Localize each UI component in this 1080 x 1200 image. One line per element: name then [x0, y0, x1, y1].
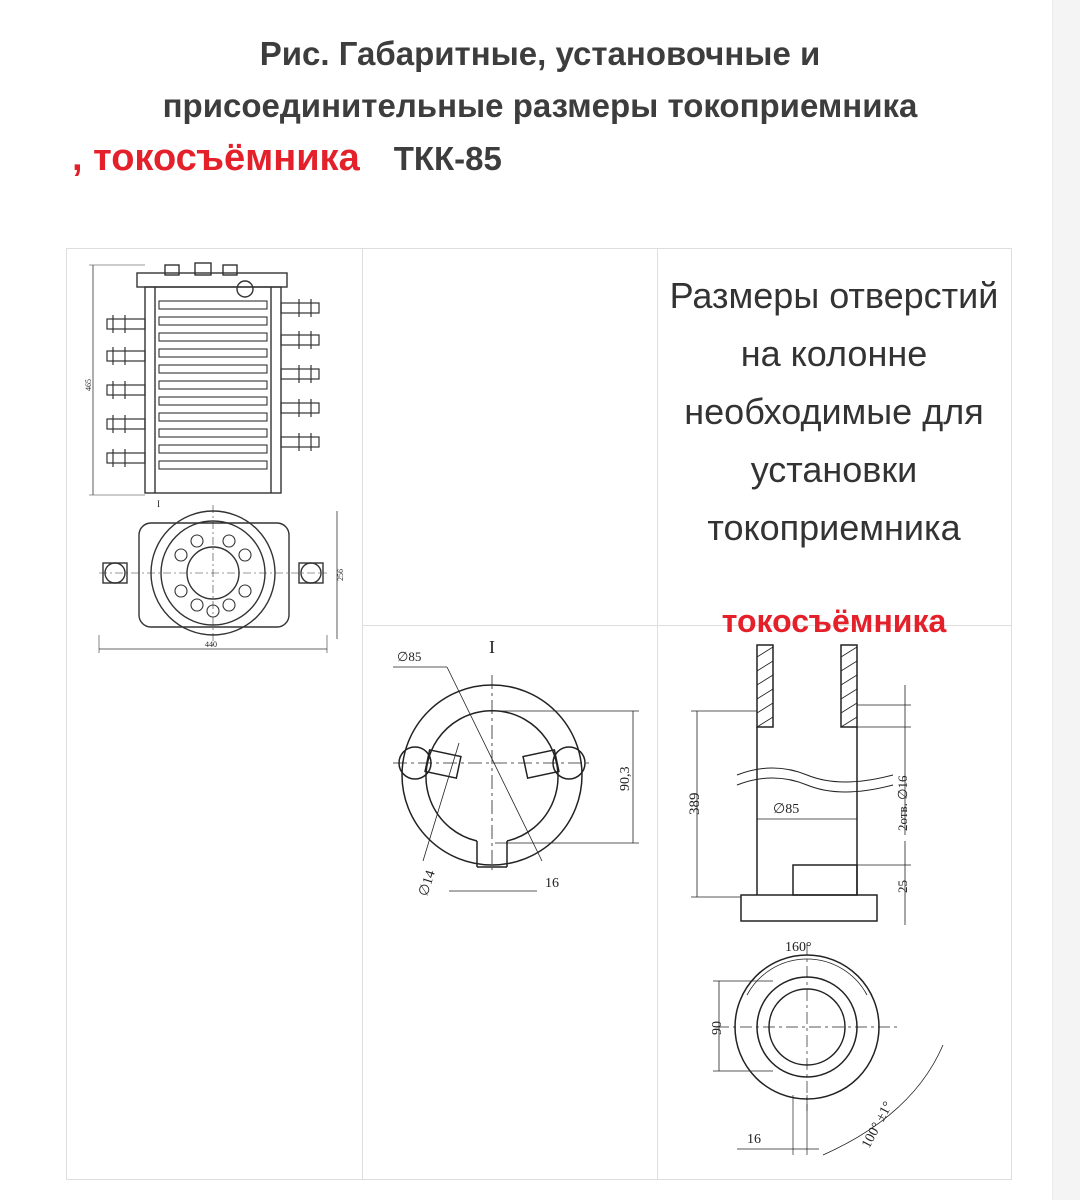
detail-height: 90,3: [618, 766, 633, 791]
column-height: 389: [687, 792, 703, 815]
caption-line-3: [0, 132, 1080, 185]
drawings-table: [66, 248, 1012, 1180]
plan-dim-90: 90: [710, 1021, 725, 1035]
holes-note: Размеры отверстий на колонне необходимые для установки токоприемника: [669, 275, 999, 548]
figure-caption: [0, 28, 1080, 185]
dim-height: 465: [84, 379, 93, 391]
dim-plan-width: 440: [205, 640, 217, 649]
detail-hole: ∅14: [416, 868, 439, 899]
brand-word: , токосъёмника: [72, 137, 360, 179]
detail-slot: 16: [545, 876, 559, 891]
column-drawing: [673, 635, 973, 1175]
detail-title: I: [489, 637, 495, 657]
column-base-offset: 25: [895, 880, 910, 893]
caption-line-2: присоединительные размеры токоприемника: [162, 87, 918, 124]
dim-plan-depth: 256: [336, 569, 345, 581]
view-mark: I: [157, 499, 160, 509]
collector-drawing: [85, 255, 355, 655]
angle-bottom: 100° ±1°: [859, 1099, 897, 1151]
model-name: ТКК-85: [393, 140, 502, 177]
column-divider-2: [657, 249, 658, 1179]
caption-line-1: Рис. Габаритные, установочные и: [259, 35, 821, 72]
column-holes: 2отв. ∅16: [895, 775, 910, 831]
detail-diameter: ∅85: [397, 649, 422, 664]
detail-I-drawing: [377, 635, 647, 925]
angle-top: 160°: [785, 940, 812, 955]
column-divider-1: [362, 249, 363, 1179]
holes-note-brand: токосъёмника: [721, 603, 947, 639]
plan-dim-16: 16: [747, 1132, 761, 1147]
column-inner-diameter: ∅85: [773, 802, 800, 817]
